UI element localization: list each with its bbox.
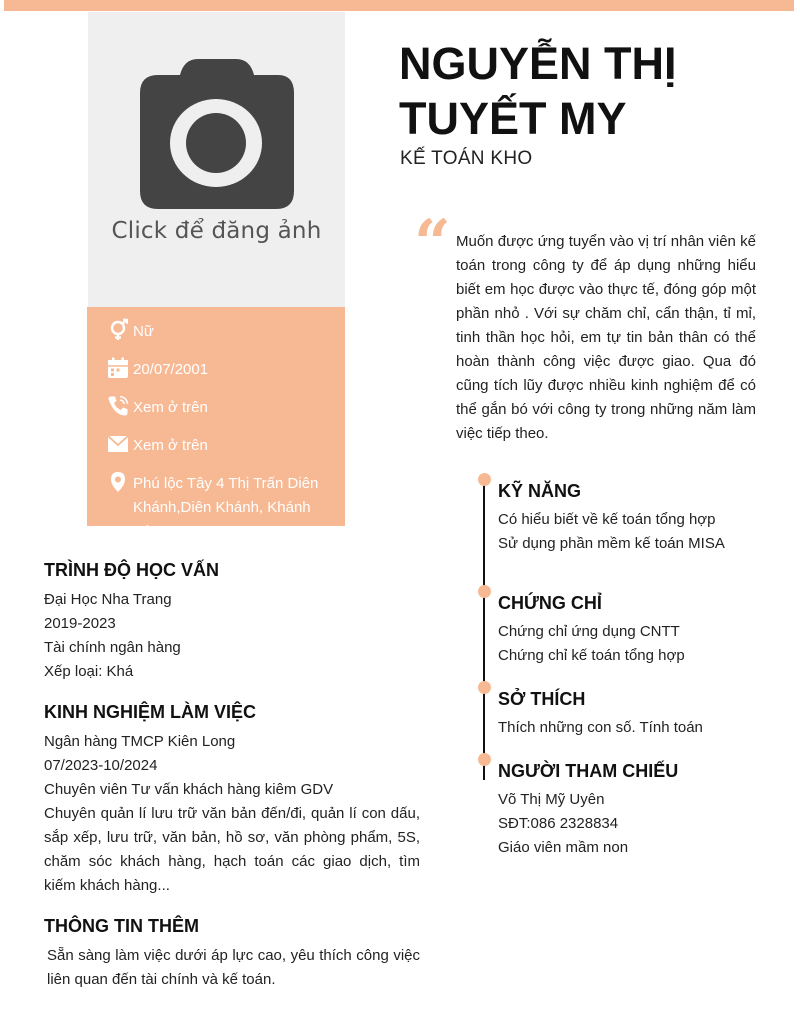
timeline-line	[483, 480, 485, 780]
quote-icon: “	[414, 206, 451, 281]
reference-role: Giáo viên mầm non	[498, 839, 629, 856]
reference-name: Võ Thị Mỹ Uyên	[498, 791, 605, 808]
experience-heading: KINH NGHIỆM LÀM VIỆC	[44, 702, 257, 722]
skills-heading: KỸ NĂNG	[498, 481, 582, 501]
photo-upload[interactable]	[88, 12, 345, 307]
skill-item: Có hiểu biết về kế toán tổng hợp	[498, 511, 716, 528]
gender-value: Nữ	[133, 323, 154, 340]
email-icon	[107, 433, 129, 455]
timeline-dot	[478, 753, 491, 766]
extra-info-heading: THÔNG TIN THÊM	[44, 916, 199, 936]
name-line-1: NGUYỄN THỊ	[399, 38, 677, 89]
experience-period: 07/2023-10/2024	[44, 757, 158, 774]
top-accent-bar	[4, 0, 794, 11]
experience-company: Ngân hàng TMCP Kiên Long	[44, 733, 236, 750]
certificates-heading: CHỨNG CHỈ	[498, 593, 602, 613]
contact-panel	[87, 307, 345, 540]
education-grade: Xếp loại: Khá	[44, 663, 134, 680]
extra-info-text: Sẵn sàng làm việc dưới áp lực cao, yêu thích công việc liên quan đến tài chính và kế toán.	[47, 947, 420, 988]
calendar-icon	[107, 357, 129, 379]
career-objective: Muốn được ứng tuyển vào vị trí nhân viên kế toán trong công ty để áp dụng những hiểu biết em học được vào thực tế, đóng góp một phần nhỏ . Với sự chăm chỉ, cẩn thận, tỉ mỉ, tinh thần học hỏi, em tự tin bản thân có thể hoàn thành công việc được giao. Qua đó cũng tích lũy được nhiều kinh nghiệm để có thể gắn bó với công ty trong những năm làm việc tiếp theo.	[456, 233, 756, 442]
location-icon	[107, 471, 129, 493]
phone-icon	[107, 395, 129, 417]
hobby-item: Thích những con số. Tính toán	[498, 719, 703, 736]
experience-position: Chuyên viên Tư vấn khách hàng kiêm GDV	[44, 781, 334, 798]
skill-item: Sử dụng phần mềm kế toán MISA	[498, 535, 725, 552]
gender-icon	[107, 319, 129, 341]
education-period: 2019-2023	[44, 615, 116, 632]
education-major: Tài chính ngân hàng	[44, 639, 181, 656]
hobbies-heading: SỞ THÍCH	[498, 689, 586, 709]
email-value: Xem ở trên	[133, 437, 208, 454]
phone-value: Xem ở trên	[133, 399, 208, 416]
references-heading: NGƯỜI THAM CHIẾU	[498, 761, 679, 781]
address-value: Phú lộc Tây 4 Thị Trấn Diên Khánh,Diên Khánh, Khánh Hòa	[133, 475, 319, 540]
camera-icon	[140, 57, 294, 209]
education-school: Đại Học Nha Trang	[44, 591, 172, 608]
certificate-item: Chứng chỉ kế toán tổng hợp	[498, 647, 685, 664]
candidate-name	[399, 36, 779, 146]
certificate-item: Chứng chỉ ứng dụng CNTT	[498, 623, 680, 640]
timeline-dot	[478, 585, 491, 598]
timeline-dot	[478, 681, 491, 694]
education-heading: TRÌNH ĐỘ HỌC VẤN	[44, 560, 219, 580]
timeline-dot	[478, 473, 491, 486]
birthday-value: 20/07/2001	[133, 361, 209, 378]
experience-description: Chuyên quản lí lưu trữ văn bản đến/đi, quản lí con dấu, sắp xếp, lưu trữ, văn bản, hồ sơ, văn phòng phẩm, 5S, chăm sóc khách hàng, hạch toán các giao dịch, tìm kiếm khách hàng...	[44, 805, 420, 894]
reference-phone: SĐT:086 2328834	[498, 815, 619, 832]
upload-photo-label[interactable]: Click để đăng ảnh	[111, 218, 322, 244]
name-line-2: TUYẾT MY	[399, 93, 627, 144]
job-title: KẾ TOÁN KHO	[400, 148, 533, 169]
